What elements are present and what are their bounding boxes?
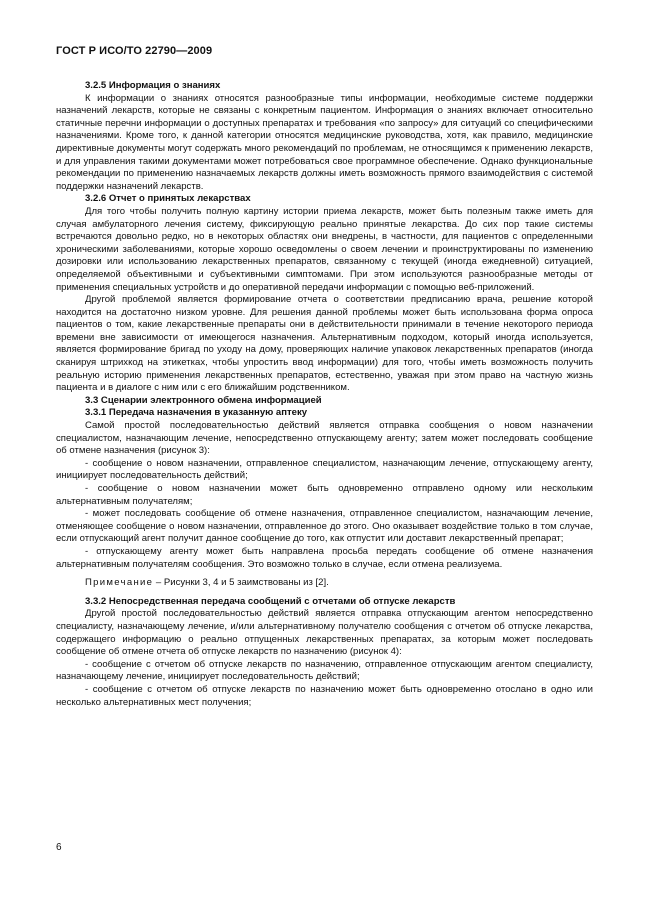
document-header: ГОСТ Р ИСО/ТО 22790—2009 xyxy=(56,45,213,57)
list-item: - сообщение о новом назначении может быть одновременно отправлено одному или нескольким альтернативным получателям; xyxy=(56,483,593,507)
paragraph: Для того чтобы получить полную картину истории приема лекарств, может быть полезным также иметь для случая амбулаторного лечения систему, фиксирующую реально принятые лекарства. До сих пор такие системы встречаются довольно редко, но в некоторых областях они внедрены, в частности, для пациентов с определенными хроническими заболеваниями, которые хорошо осведомлены о своем лечении и проинструктированы по изменению дозировки или использованию лекарственных препаратов, связанному с текущей (иногда ежедневной) ситуацией, определяемой объективными и субъективными симптомами. При этом используются разнообразные методы от применения специальных устройств и до оперативной передачи информации с помощью веб-приложений. xyxy=(56,205,593,293)
note-label: Примечание xyxy=(85,577,154,589)
paragraph: К информации о знаниях относятся разнообразные типы информации, необходимые системе поддержки назначений лекарств, которые не связаны с конкретным пациентом. Информация о знаниях включает относительно статичные перечни информации о доступных препаратах и требования «по запросу» для ситуаций со специфическими назначениями. Кроме того, к данной категории относятся медицинские руководства, хотя, как правило, медицинские директивные документы могут содержать много рекомендаций по проблемам, не относящимся к применению лекарств, и для управления такими документами может потребоваться свое программное обеспечение. Однако функциональные рекомендации по применению назначаемых лекарств должны иметь возможность прямого взаимодействия с системой поддержки назначений лекарств. xyxy=(56,92,593,192)
page-number: 6 xyxy=(56,842,62,853)
paragraph: Другой простой последовательностью действий является отправка отпускающим агентом непосредственно специалисту, назначающему лечение, и/или альтернативному получателю сообщения с отчетом об отпуске лекарства, содержащего информацию о реально отпущенных лекарственных препаратах, за которым может последовать сообщение об отмене отчета об отпуске лекарств по назначению (рисунок 4): xyxy=(56,608,593,658)
list-item: - отпускающему агенту может быть направлена просьба передать сообщение об отмене назначения альтернативным получателям сообщения. Это возможно только в случае, если отмена реализуема. xyxy=(56,545,593,570)
section-heading-3-3: 3.3 Сценарии электронного обмена информацией xyxy=(85,394,322,406)
section-heading-3-2-6: 3.2.6 Отчет о принятых лекарствах xyxy=(85,193,251,205)
section-heading-3-3-1: 3.3.1 Передача назначения в указанную аптеку xyxy=(85,407,308,419)
note-text: – Рисунки 3, 4 и 5 заимствованы из [2]. xyxy=(153,577,329,589)
note xyxy=(56,577,593,590)
list-item: - сообщение с отчетом об отпуске лекарств по назначению может быть одновременно отослано в одно или несколько альтернативных мест получения; xyxy=(56,683,593,708)
section-heading-3-2-5: 3.2.5 Информация о знаниях xyxy=(85,80,221,91)
list-item: - может последовать сообщение об отмене назначения, отправленное специалистом, назначающим лечение, отменяющее сообщение о новом назначении, отправленное до этого. Оно оказывает воздействие только в том случае, если отпускающий агент получит данное сообщение до того, как отпустит или доставит лекарственный препарат; xyxy=(56,508,593,545)
list-item: - сообщение о новом назначении, отправленное специалистом, назначающим лечение, отпускающему агенту, инициирует последовательность действий; xyxy=(56,457,593,482)
paragraph: Самой простой последовательностью действий является отправка сообщения о новом назначении специалистом, назначающим лечение, непосредственно отпускающему агенту; затем может последовать сообщение об отмене назначения (рисунок 3): xyxy=(56,420,593,457)
paragraph: Другой проблемой является формирование отчета о соответствии предписанию врача, решение которой находится на достаточно низком уровне. Для решения данной проблемы может быть использована форма опроса пациентов о том, какие лекарственные препараты они в действительности принимали в течение некоторого периода времени вне зависимости от имеющегося назначения. Альтернативным подходом, который иногда используется, является формирование бригад по уходу на дому, проверяющих наличие упаковок лекарственных препаратов (иногда сканируя штрихкод на этикетках, чтобы упростить ввод информации) для того, чтобы иметь возможность получить реальную историю применения лекарственных препаратов, естественно, уважая при этом право на частную жизнь пациента и в диалоге с ним или с его ближайшим родственником. xyxy=(56,294,593,394)
section-heading-3-3-2: 3.3.2 Непосредственная передача сообщений с отчетами об отпуске лекарств xyxy=(85,595,456,607)
document-body xyxy=(56,80,593,709)
list-item: - сообщение с отчетом об отпуске лекарств по назначению, отправленное отпускающим агентом специалисту, назначающему лечение, инициирует последовательность действий; xyxy=(56,658,593,683)
